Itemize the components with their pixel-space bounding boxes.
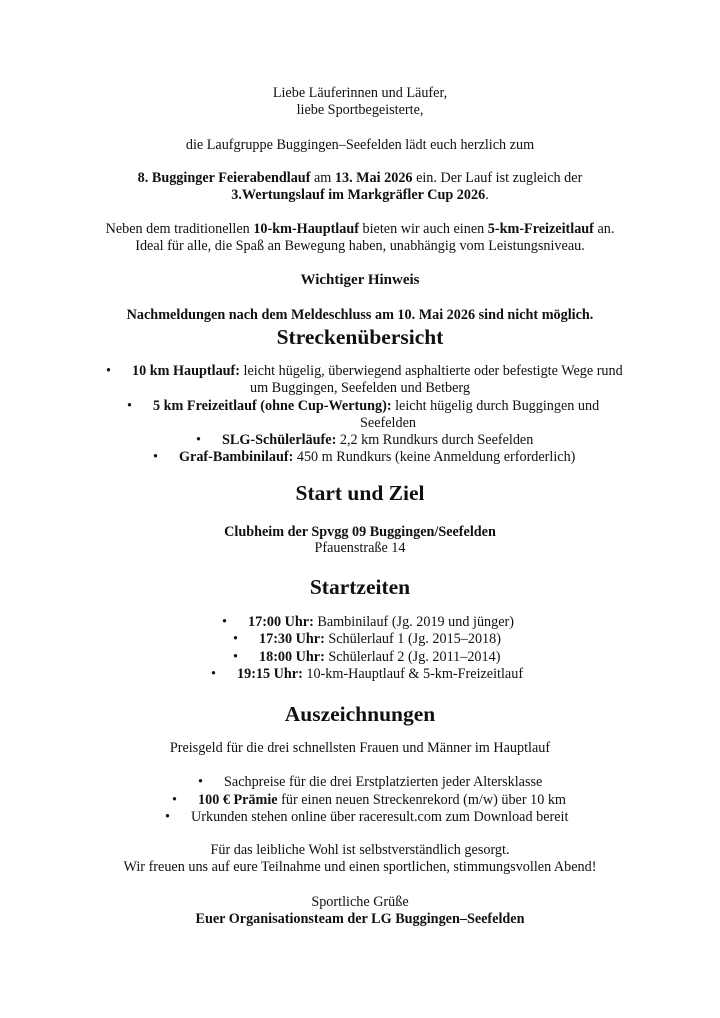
bullet-icon: • xyxy=(211,666,216,682)
venue-title: Start und Ziel xyxy=(295,481,425,505)
regards-text: Sportliche Grüße xyxy=(311,894,409,910)
awards-title: Auszeichnungen xyxy=(284,702,436,726)
course-item xyxy=(127,398,599,415)
award-text: Sachpreise für die drei Erstplatzierten jeder Altersklasse xyxy=(224,774,543,790)
bullet-icon: • xyxy=(106,363,111,379)
award-item xyxy=(198,774,542,791)
time-text: 10-km-Hauptlauf & 5-km-Freizeitlauf xyxy=(302,666,524,682)
course-item-label: 10 km Hauptlauf: xyxy=(132,363,240,379)
time-text: Schülerlauf 1 (Jg. 2015–2018) xyxy=(324,631,501,647)
runs-pre: Neben dem traditionellen xyxy=(105,221,254,237)
time-label: 18:00 Uhr: xyxy=(259,649,325,665)
time-item xyxy=(233,649,500,666)
course-item xyxy=(153,449,575,466)
time-text: Bambinilauf (Jg. 2019 und jünger) xyxy=(313,614,514,630)
cup-line xyxy=(0,187,720,204)
bullet-icon: • xyxy=(222,614,227,630)
event-name: 8. Bugginger Feierabendlauf xyxy=(137,170,311,186)
award-item xyxy=(165,809,568,826)
time-item xyxy=(222,614,514,631)
notice-title: Wichtiger Hinweis xyxy=(300,272,420,288)
ideal-text: Ideal für alle, die Spaß an Bewegung haben, unabhängig vom Leistungsniveau. xyxy=(135,238,585,254)
course-item-label: 5 km Freizeitlauf (ohne Cup-Wertung): xyxy=(153,398,392,414)
prize-money-text: Preisgeld für die drei schnellsten Frauen und Männer im Hauptlauf xyxy=(169,740,551,756)
bullet-icon: • xyxy=(233,631,238,647)
runs-post: an. xyxy=(593,221,615,237)
runs-mid: bieten wir auch einen xyxy=(358,221,488,237)
course-title: Streckenübersicht xyxy=(276,325,444,349)
runs-fun: 5-km-Freizeitlauf xyxy=(487,221,594,237)
time-text: Schülerlauf 2 (Jg. 2011–2014) xyxy=(324,649,501,665)
thanks-text: Wir freuen uns auf eure Teilnahme und einen sportlichen, stimmungsvollen Abend! xyxy=(123,859,597,875)
course-item-continuation: um Buggingen, Seefelden und Betberg xyxy=(250,380,470,396)
course-item-continuation: Seefelden xyxy=(360,415,416,431)
event-text-am: am xyxy=(310,170,335,186)
cup-text: 3.Wertungslauf im Markgräfler Cup 2026 xyxy=(231,187,486,203)
runs-line xyxy=(0,221,720,238)
time-label: 17:00 Uhr: xyxy=(248,614,314,630)
bullet-icon: • xyxy=(196,432,201,448)
runs-main: 10-km-Hauptlauf xyxy=(253,221,359,237)
bullet-icon: • xyxy=(165,809,170,825)
cup-dot: . xyxy=(485,187,489,203)
course-item xyxy=(196,432,533,449)
course-item-label: SLG-Schülerläufe: xyxy=(222,432,337,448)
times-title: Startzeiten xyxy=(309,575,411,599)
bullet-icon: • xyxy=(172,792,177,808)
signature: Euer Organisationsteam der LG Buggingen–Seefelden xyxy=(195,911,525,927)
venue-address: Pfauenstraße 14 xyxy=(314,540,406,556)
bullet-icon: • xyxy=(127,398,132,414)
time-item xyxy=(211,666,523,683)
invite-text: die Laufgruppe Buggingen–Seefelden lädt euch herzlich zum xyxy=(185,137,535,153)
award-bold: 100 € Prämie xyxy=(198,792,278,808)
course-item-text: leicht hügelig, überwiegend asphaltierte oder befestigte Wege rund xyxy=(240,363,623,379)
bullet-icon: • xyxy=(198,774,203,790)
award-item xyxy=(172,792,566,809)
event-line xyxy=(0,170,720,187)
bullet-icon: • xyxy=(153,449,158,465)
course-item-text: leicht hügelig durch Buggingen und xyxy=(391,398,600,414)
venue-name: Clubheim der Spvgg 09 Buggingen/Seefelden xyxy=(224,524,496,540)
greeting-line-1: Liebe Läuferinnen und Läufer, xyxy=(272,85,448,101)
course-item-text: 2,2 km Rundkurs durch Seefelden xyxy=(336,432,534,448)
course-item-label: Graf-Bambinilauf: xyxy=(179,449,294,465)
course-item xyxy=(106,363,623,380)
food-text: Für das leibliche Wohl ist selbstverständlich gesorgt. xyxy=(210,842,510,858)
notice-text: Nachmeldungen nach dem Meldeschluss am 10. Mai 2026 sind nicht möglich. xyxy=(126,307,594,323)
greeting-line-2: liebe Sportbegeisterte, xyxy=(296,102,424,118)
bullet-icon: • xyxy=(233,649,238,665)
course-item-text: 450 m Rundkurs (keine Anmeldung erforderlich) xyxy=(293,449,576,465)
event-date: 13. Mai 2026 xyxy=(334,170,413,186)
award-text: für einen neuen Streckenrekord (m/w) über 10 km xyxy=(277,792,566,808)
time-item xyxy=(233,631,501,648)
award-text: Urkunden stehen online über raceresult.com zum Download bereit xyxy=(191,809,569,825)
event-text-rest: ein. Der Lauf ist zugleich der xyxy=(412,170,583,186)
time-label: 17:30 Uhr: xyxy=(259,631,325,647)
time-label: 19:15 Uhr: xyxy=(237,666,303,682)
